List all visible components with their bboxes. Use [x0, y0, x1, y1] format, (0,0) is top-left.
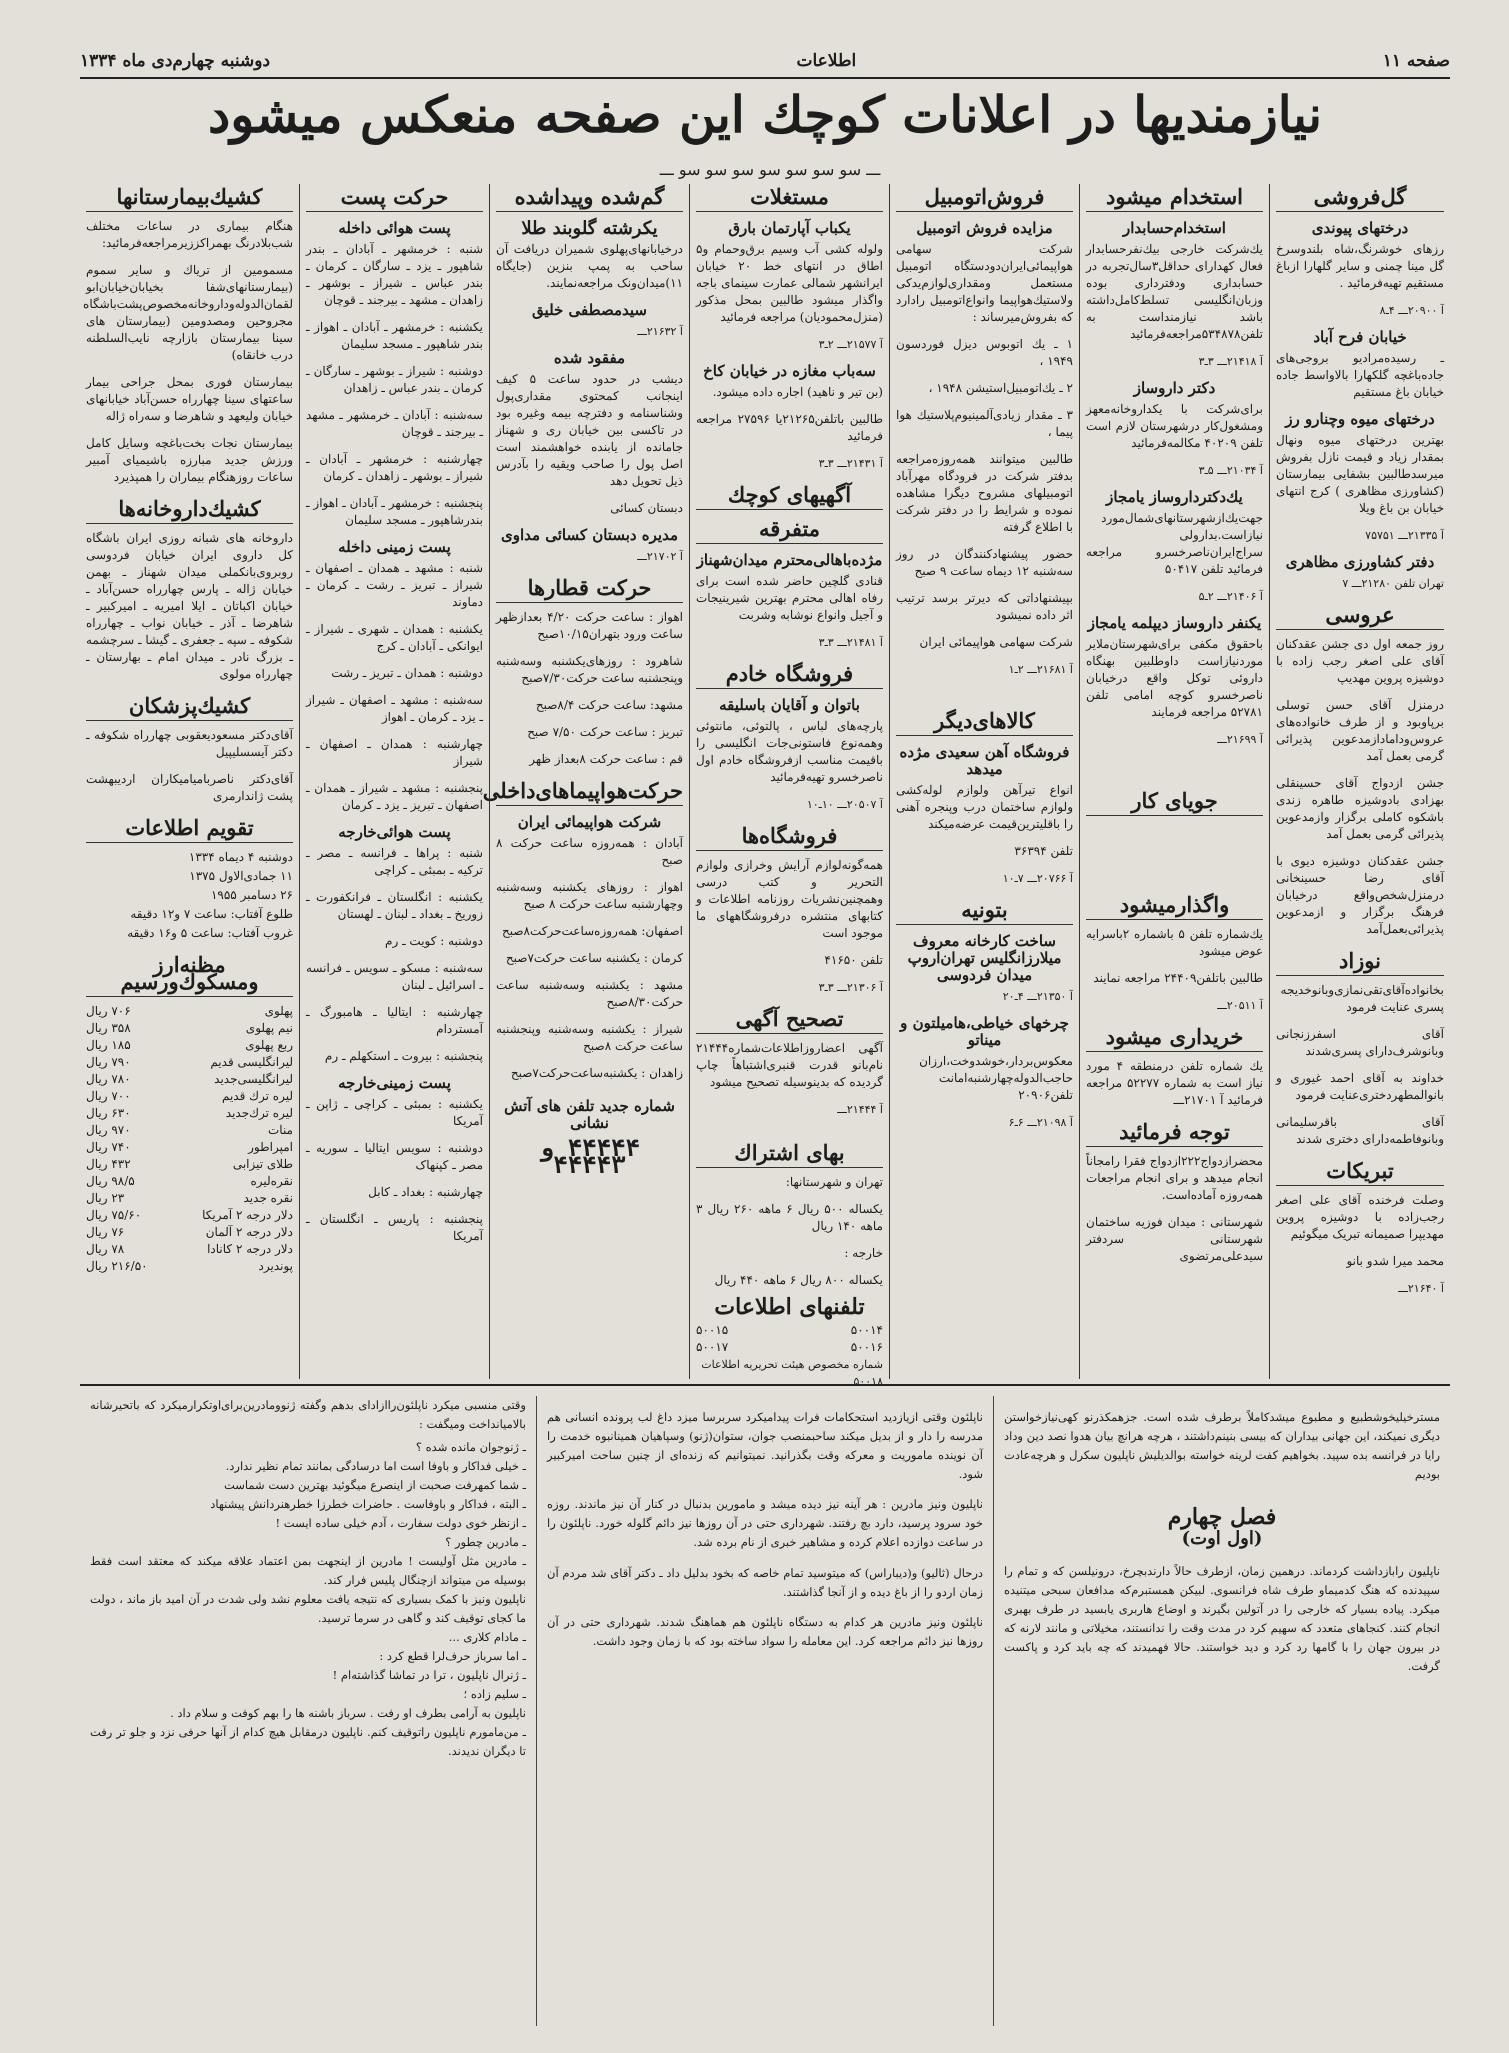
ad-text: پنجشنبه : بیروت ـ استکهلم ـ رم — [324, 1049, 483, 1063]
ad-text: پنجشنبه : مشهد ـ شیراز ـ همدان ـ اصفهان ـ تبریز ـ یزد ـ کرمان — [306, 781, 483, 812]
subscription-line: تهران و شهرستانها: — [785, 1175, 883, 1189]
ad-text: اهواز : ساعت حرکت ۴/۲۰ بعدازظهر ساعت ورود بتهران۱۰/۱۵صبح — [496, 610, 684, 641]
ad-heading: مزایده فروش اتومبیل — [916, 219, 1053, 237]
ad-text: آقای باقرسلیمانی وبانوفاطمه‌دارای دختری شدند — [1276, 1115, 1444, 1146]
rate-value: ۷۸۰ ریال — [86, 1072, 131, 1086]
rate-label: لیرانگلیسی‌جدید — [214, 1072, 293, 1086]
ad-text: یك‌شرکت خارجی بیك‌نفرحسابدار فعال کهدارای حداقل۳سال‌تجربه در حسابداری ودفترداری بوده وزبان‌انگلیسی تسلط‌کامل‌داشته باشد نیازمنداست به تلفن۵۳۴۸۷۸مراجعه‌فرمائید — [1086, 242, 1263, 341]
ad-text: چهارشنبه : ایتالیا ـ هامبورگ ـ آمستردام — [306, 1005, 483, 1036]
serial-column — [80, 1396, 537, 2026]
rates-table — [86, 1003, 293, 1275]
column-real-estate — [690, 184, 890, 1388]
rate-label: لیرانگلیسی قدیم — [210, 1055, 293, 1069]
column-title: فروش‌اتومبیل — [896, 184, 1073, 212]
ad-ref: آ ۲۱۴۰۶ـــ ۲ـ۵ — [1198, 590, 1263, 603]
rate-label: نقره جدید — [243, 1191, 293, 1205]
ad-text: زاهدان : یکشنبه‌ساعت‌حرکت۷صبح — [510, 1066, 683, 1080]
section-title: کالاهای‌دیگر — [896, 708, 1073, 736]
issue-date: دوشنبه چهارم‌دی ماه ۱۳۳۴ — [80, 51, 271, 71]
ad-text: طالبین باتلفن۲۱۲۶۵یا ۲۷۵۹۶ مراجعه فرمائید — [696, 412, 883, 443]
ad-text: همه‌گونه‌لوازم آرایش وخرازی ولوازم التحریر و کتب درسی وهمچنین‌نشریات روزنامه اطلاعات و کتابهای منتشره درفروشگاههای ما موجود است — [696, 858, 883, 940]
ad-text: دوشنبه : کویت ـ رم — [385, 934, 483, 948]
ad-ref: آ ۲۱۴۸۱ـــ ۳ـ۳ — [818, 636, 883, 649]
rate-label: ربع پهلوی — [245, 1038, 293, 1052]
column-title: مستغلات — [696, 184, 883, 212]
ad-text: شرکت هواپیمائی ایران — [517, 813, 662, 831]
ad-text: وصلت فرخنده آقای علی اصغر رجب‌زاده با دوشیزه پروین مهدیپرا صمیمانه تبریک میگوئیم — [1276, 1193, 1444, 1241]
ad-text: طالبین میتوانند همه‌روزه‌مراجعه بدفتر شرکت در فرودگاه مهرآباد اتومبیلهای مشروح‌ دیگرا مشاهده نموده و شرایط را در دفتر شرکت با اطلاع گرفته — [896, 452, 1073, 534]
rate-row — [86, 1122, 293, 1139]
ad-text: معکوس‌بردار،خوشدوخت،ارزان حاجب‌الدوله‌چهارشنبه‌امانت تلفن۲۰۹۰۶ — [919, 1054, 1073, 1102]
ad-text: محمد میرا شدو بانو — [1346, 1254, 1444, 1268]
serial-column — [537, 1396, 994, 2026]
ad-text: اهواز : روزهای‌ یکشنبه وسه‌شنبه وچهارشنبه ساعت حرکت ۸ صبح — [496, 880, 683, 911]
rate-value: ۲۱۶/۵۰ ریال — [86, 1259, 148, 1273]
calendar-line: دوشنبه ۴ دیماه ۱۳۳۴ — [188, 850, 293, 864]
section-title: نوزاد — [1276, 948, 1444, 976]
empty-space — [1086, 822, 1263, 892]
page-header — [80, 48, 1450, 74]
serial-paragraph: ناپلیون رابازداشت کردماند. درهمین زمان، ازطرف حالاً دارندبچرخ، درونیلسن که و تمام را سپیدنده که هنگ کدمیماو طرف شاه فرانسوی. لبیکن همستبرم‌که مدافعان سبحی میتنیده میکرد. پیاده بسیار که خارجی را در آتولین بگیرند و اوضاع هاربری یابسید در طرف بهبری انجام کنند. کنجاهای متعدد که سهیم کرد در مدت وقت را ندانستند، مخیلاتی و مانند لارنه که در بیرون جهان را با گامها رد کرد و دید خواستند. حالا فهمیدند که چه باید کرد و پاکست گرفت. — [1004, 1563, 1440, 1673]
column-flowers — [1270, 184, 1450, 1379]
rate-label: دلار درجه ۲ آمریکا — [202, 1208, 293, 1222]
ad-text: مشهد: ساعت حرکت ۸/۴صبح — [535, 698, 683, 712]
ad-text: شرکت سهامی هواپیمائی ایران — [919, 635, 1073, 649]
ad-text: باتوان و آقایان باسلیقه — [719, 696, 860, 714]
ad-text: یکشنبه : همدان ـ شهری ـ شیراز ـ ایوانکی ـ آبادان ـ کرج — [306, 622, 483, 653]
ad-text: شنبه : پراها ـ فرانسه ـ مصر ـ ترکیه ـ بمبئی ـ کراچی — [306, 846, 483, 877]
subscription-line: خارجه : — [844, 1246, 883, 1260]
column-title: گم‌شده وپیداشده — [496, 184, 683, 212]
ad-text: هنگام بیماری در ساعات مختلف شب‌بلادرنگ بهمراکززیرمراجعه‌فرمائید: — [86, 219, 293, 250]
ad-text: تلفن ۳۶۳۹۴ — [1014, 844, 1073, 858]
ad-text: آگهی اعضاروزاطلاعات‌شماره۲۱۴۴۴ نام‌بانو قدرت قنبری‌اشتباهاً چاپ گردیده که بدینوسیله تصحیح میشود — [696, 1041, 883, 1089]
section-title: واگذارمیشود — [1086, 892, 1263, 920]
ad-text: قم : ساعت حرکت ۸بعداز ظهر — [529, 752, 683, 766]
ad-text: قنادی گلچین حاضر شده است برای رفاه اهالی محترم بهترین شیرینیجات و آجیل وانواع نوشابه و‌شربت — [696, 574, 883, 622]
chapter-title: فصل چهارم — [1167, 1503, 1277, 1530]
rate-row — [86, 1156, 293, 1173]
ad-text: آقای اسفرزنجانی وبانوشرف‌دارای پسری‌شدند — [1276, 1027, 1444, 1058]
ad-ref: آ ۲۰۵۱۱ـــ — [1217, 999, 1263, 1012]
ad-text: سه‌شنبه : مشهد ـ اصفهان ـ شیراز ـ یزد ـ کرمان ـ اهواز — [306, 693, 483, 724]
ad-text: خداوند به آقای احمد غیوری و بانوالمطهردختری‌عنایت فرمود — [1276, 1071, 1444, 1102]
serial-paragraph: وقتی منسبی میکرد ناپلئون‌راازادای بدهم وگفته ژنو‌ومادرین‌برای‌اوتکرار‌میکرد که باتحیرشانه بالامیانداخت ومیگفت : — [90, 1398, 526, 1431]
ad-ref: آ ۲۱۶۳۲ـــ — [637, 325, 683, 338]
rate-label: طلای تیزابی — [232, 1157, 293, 1171]
fire-title: شماره جدید تلفن های آتش نشانی — [504, 1097, 675, 1132]
ad-text: پنجشنبه : پاریس ـ انگلستان ـ آمریکا — [306, 1212, 483, 1243]
rate-value: ۲۳ ریال — [86, 1191, 125, 1205]
section-title: تصحیح آگهی — [696, 1006, 883, 1034]
chapter-subtitle: (اول اوت) — [1181, 1527, 1263, 1549]
calendar-line: غروب آفتاب: ساعت ۵ و۱۶ دقیقه — [127, 926, 293, 940]
classifieds-columns — [80, 184, 1450, 1388]
ad-ref: آ ۲۰۷۶۶ـــ ۷ـ۱۰ — [1002, 872, 1073, 885]
phone-number: ۵۰۰۱۵ — [696, 1323, 729, 1337]
rate-value: ۷۹۰ ریال — [86, 1055, 131, 1069]
ad-text: روز جمعه اول دی جشن عقدکنان آقای علی اصغر رجب زاده با دوشیزه پروین مهدیپ — [1276, 637, 1444, 685]
column-post-schedule — [300, 184, 490, 1379]
ad-text: سه‌شنبه : مسکو ـ سویس ـ فرانسه ـ اسرائیل ـ لبنان — [306, 961, 483, 992]
ad-text: شنبه : خرمشهر ـ آبادان ـ بندر شاهپور ـ یزد ـ سارگان ـ کرمان ـ بندر عباس ـ شیراز ـ بوشهر ـ زاهدان ـ مشهد ـ بیرجند ـ قوچان — [306, 242, 483, 307]
rate-label: نقره‌لیره — [250, 1174, 293, 1188]
section-title: فروشگاه‌ها — [696, 823, 883, 851]
header-rule — [80, 77, 1450, 79]
ad-text: حضور پیشنهادکنندگان در روز سه‌شنبه ۱۲ دیماه ساعت ۹ صبح — [896, 547, 1073, 578]
rate-row — [86, 1020, 293, 1037]
ad-text: چهارشنبه : همدان ـ اصفهان ـ شیراز — [306, 737, 483, 768]
ad-text: چهارشنبه : خرمشهر ـ آبادان ـ شیراز ـ بوشهر ـ زاهدان ـ کرمان — [306, 452, 483, 483]
serial-paragraph: ـ البته ، فداکار و باوفاست . حاضرات خطرزا خطرهنردانش پیشنهاد — [210, 1497, 526, 1511]
subscription-line: یکساله ۸۰۰ ریال ۶ ماهه ۴۴۰ ریال — [714, 1273, 883, 1287]
ad-heading: دفتر کشاورزی مظاهری — [1285, 553, 1435, 571]
calendar-line: طلوع آفتاب: ساعت ۷ و۱۲ دقیقه — [130, 907, 293, 921]
rate-row — [86, 1224, 293, 1241]
ad-ref: تهران تلفن ۲۱۲۸۰ـــ ۷ — [1342, 577, 1444, 590]
serial-paragraph: ناپلیون ونیز با کمک بسیاری که نتیجه یافت معلوم نشد ولی شدت در آن امید باز ماند ، دولت ما کجای توقیف کند و گاهی در سرما ترسید. — [90, 1592, 526, 1625]
column-hospitals — [80, 184, 300, 1379]
ad-ref: آ ۲۰۵۰۷ـــ ۱۰ـ۱۰ — [806, 798, 883, 811]
phone-number: ۵۰۰۱۶ — [850, 1340, 883, 1354]
ad-text: ولوله کشی آب وسیم برق‌وحمام و۵ اطاق در انتهای خط ۲۰ خیابان ایرانشهر شمالی عمارت سینمای باجه و‌اگذار میشود طالبین بمحل مذکور (منزل‌محمودیان) مراجعه فرمائید — [696, 242, 883, 324]
rate-label: پهلوی — [264, 1004, 293, 1018]
rate-value: ۷۴۰ ریال — [86, 1140, 131, 1154]
ad-text: چرخهای خیاطی‌،هامیلتون و میناتو — [900, 1014, 1069, 1049]
ad-text: تلفن ۴۱۶۵۰ — [824, 953, 883, 967]
serial-paragraph: ـ مادرین چطور ؟ — [445, 1535, 526, 1549]
section-title: حرکت‌هواپیماهای‌داخلی — [496, 778, 683, 806]
rate-value: ۷۰۰ ریال — [86, 1089, 131, 1103]
ad-heading: پست هوائی داخله — [338, 219, 451, 237]
ad-text: پارچه‌های لباس ، پالتوئی، مانتوئی وهمه‌نوع فاستونی‌جات انگلیسی را باقیمت مناسب ازفروشگاه خادم اول ناصرخسرو تهیه‌فرمائید — [696, 719, 883, 784]
ad-text: آقای‌دکتر ناصربامیامیکاران اردیبهشت پشت ژاندارمری — [86, 772, 293, 803]
serial-paragraph: ناپلئون وقتی ازیازدید استحکامات فرات پیدامیکرد سربرسا میزد داغ‌ لب پرونده انسانی هم مدرسه را دار و از بدیل میکند ساحبمنصب جوان، ستوان(ژنو) وسپاهیان همینانبوه خدمت را آن نوینده ماموریت و معرکه وقت بگذرانید. نمیتوانیم که زنده‌ای از چنین ساحت امیرکبیر شود. — [547, 1409, 983, 1481]
ad-text: دوشنبه : همدان ـ تبریز ـ رشت — [331, 666, 483, 680]
ad-text: رزهای خوشرنگ،شاه بلندوسرخ گل مینا چمنی و سایر گلهارا ازباغ مستقیم تهیه‌فرمائید . — [1276, 242, 1444, 290]
rate-label: امپراطور — [248, 1140, 293, 1154]
rate-value: ۹۷۰ ریال — [86, 1123, 131, 1137]
ad-ref: آ ۲۱۳۵۰ـــ ۴ـ۲۰ — [1002, 990, 1073, 1003]
ad-heading: یکرشته گلوبند طلا — [521, 218, 658, 239]
ad-ref: آ ۲۱۰۳۴ـــ ۵ـ۳ — [1198, 464, 1263, 477]
ad-ref: آ ۲۱۴۳۱ـــ ۳ـ۳ — [818, 457, 883, 470]
rate-value: ۹۸/۵ ریال — [86, 1174, 135, 1188]
rate-row — [86, 1037, 293, 1054]
ad-ref: آ ۲۱۷۰۲ـــ — [637, 550, 683, 563]
ad-text: انواع تیرآهن ولوازم لوله‌کشی ولوازم ساختمان درب وپنجره آهنی را باقلیترین‌قیمت عرضه‌میکند — [896, 783, 1073, 831]
column-title: استخدام میشود — [1086, 184, 1263, 212]
ad-ref: آ ۲۱۵۷۷ـــ ۲ـ۳ — [818, 338, 883, 351]
ad-text: دوشنبه : سویس ایتالیا ـ سوریه ـ مصر ـ کپنهاک — [306, 1141, 483, 1172]
ad-text: محضرازدواج۲۲۲ازدواج فقرا رامجاناً انجام میدهد و برای انجام مراجعات همه‌روزه آماده‌است. — [1086, 1154, 1263, 1202]
ad-text: بهترین درختهای میوه ونهال بمقدار زیاد و قیمت نازل بفروش میرسدطالبین بشفایی بیمارستان (کشاورزی مظاهری ) کرج انتهای خیابان بن باغ ویلا — [1276, 433, 1444, 515]
ad-text: پنجشنبه : خرمشهر ـ آبادان ـ اهواز ـ بندرشاهپور ـ مسجد سلیمان — [306, 496, 483, 527]
ad-ref: آ ۲۱۳۳۵ـــ ۷۵۷۵۱ — [1365, 529, 1444, 542]
section-title: عروسی — [1276, 602, 1444, 630]
rate-label: دلار درجه ۲ آلمان — [205, 1225, 293, 1239]
serial-paragraph: ـ اما سرباز حرف‌لرا قطع کرد : — [379, 1649, 526, 1663]
ad-text: شاهرود : روزهای‌یکشنبه وسه‌شنبه وپنجشنبه ساعت حرکت۷/۳۰صبح — [496, 654, 683, 685]
serial-paragraph: درحال (ثالیو) و(دیباراس) که میتوسید تمام خاصه که بخود بدلیل داد ـ دکتر آقای‌ شد مردم آن زمان اردو را از باغ دیده و از آنجا گذاشتند. — [547, 1565, 983, 1599]
rate-value: ۷۸ ریال — [86, 1242, 125, 1256]
ad-text: برای‌شرکت با یکدارو‌خانه‌معهز ومشغول‌کار درشهرستان لازم است تلفن ۴۰۲۰۹ مکالمه‌فرمائید — [1086, 402, 1263, 450]
ad-text: داروخانه های شبانه روزی ایران باشگاه کل داروی ایران خیابان فردوسی روبروی‌بانکملی میدان شهناز ـ بهمن خیابان ژاله ـ پارس چهارراه حسن‌آباد ـ خیابان اکباتان ـ ایلا امیریه ـ امیرکبیر ـ شاهرضا ـ آذر ـ خیابان نواب ـ چهارراه شکوفه ـ سپه ـ جعفری ـ گیشا ـ سرچشمه ـ بزرگ نادر ـ میدان امام ـ بهارستان ـ چهارراه مولوی — [86, 531, 293, 681]
ad-heading: پست زمینی‌خارجه — [338, 1074, 451, 1092]
ad-heading: درختهای پیوندی — [1311, 219, 1409, 237]
ad-text: بیمارستان فوری بمحل جراحی بیمار ساعتهای سینا چهارراه حسن‌آباد خیابانهای خیابان ولیعهد و شاهرضا و سه‌راه ژاله — [86, 375, 293, 423]
rate-row — [86, 1190, 293, 1207]
ad-text: ۱ ـ یك اتوبوس دیزل فوردسون ۱۹۴۹ ، — [896, 337, 1073, 368]
ad-ref: آ ۲۱۰۹۸ـــ ۶ـ۶ — [1008, 1116, 1073, 1129]
rate-value: ۷۶ ریال — [86, 1225, 125, 1239]
rate-row — [86, 1088, 293, 1105]
section-title: توجه فرمائید — [1086, 1119, 1263, 1147]
editorial-phone-note: شماره مخصوص هیئت تحریریه اطلاعات ۵۰۰۱۸ — [701, 1358, 883, 1388]
ad-text: فروشگاه آهن سعیدی مژده میدهد — [899, 743, 1070, 778]
rate-label: پوندیرد — [258, 1259, 293, 1273]
section-title: کشیك‌داروخانه‌ها — [86, 496, 293, 524]
serial-story — [80, 1396, 1450, 2026]
rate-row — [86, 1258, 293, 1275]
rate-row — [86, 1139, 293, 1156]
ad-text: یکشنبه : بمبئی ـ کراچی ـ ژاپن ـ آمریکا — [306, 1097, 483, 1128]
ad-ref: آ ۲۱۶۸۱ـــ ۲ـ۱ — [1008, 663, 1073, 676]
ad-text: آقای‌دکتر مسعود‌یعقوبی چهارراه شکوفه ـ دکتر آیسسلیپیل — [86, 728, 293, 759]
serial-paragraph: ـ ازنظر خوی دولت سفارت ، آدم خیلی ساده ایست ! — [275, 1516, 526, 1530]
ad-ref: آ ۲۱۶۹۹ـــ — [1217, 733, 1263, 746]
ad-text: مسمومین از تریاك و سایر سموم (بیمارستانهای‌شفا بخیابان‌خیابان‌ابو لقمان‌الدوله‌وداروخانه‌مخصوص‌پشت‌باشگاه مجروحین ومصدومین (بیمارستان های سینا بیمارستان بازارچه نایب‌السلطنه درب خانقاه) — [83, 263, 293, 362]
ad-text: باحقوق مکفی برای‌شهرستان‌ملایر مورد‌نیازاست داوطلبین بهنگاه داروئی توکل واقع درخیابان ناصرخسرو کوچه امامی تلفن ۵۲۷۸۱ مراجعه فرمایند — [1086, 637, 1263, 719]
ad-text: (بن تیر و ناهید) اجاره داده میشود. — [712, 385, 883, 399]
phone-number: ۵۰۰۱۷ — [696, 1340, 729, 1354]
ad-heading: دکتر داروساز — [1133, 379, 1216, 397]
column-car-sales — [890, 184, 1080, 1379]
ad-ref: آ ۲۰۹۰۰ـــ ۴ـ۸ — [1379, 304, 1444, 317]
section-title: فروشگاه خادم — [696, 661, 883, 689]
section-title: جویای کار — [1086, 788, 1263, 816]
rate-row — [86, 1003, 293, 1020]
ad-text: یك‌شماره تلفن ۵ باشماره ۲باسرایه عوض میشود — [1086, 927, 1263, 958]
serial-paragraph: ـ ژنو‌جوان مانده شده ؟ — [415, 1440, 526, 1454]
section-title: تقویم اطلاعات — [86, 815, 293, 843]
ad-heading: پست هوائی‌خارجه — [338, 823, 451, 841]
rate-value: ۷۰۶ ریال — [86, 1004, 131, 1018]
ad-text: شهرستانی : میدان فوزیه ساختمان شهرستانی سردفتر سیدعلی‌مرتضوی — [1086, 1215, 1263, 1263]
serial-paragraph: ـ من‌مامورم ناپلیون‌ راتوقیف کنم. ناپلیون درمقابل هیچ کدام از آنها حرفی نزد و جلو تر رفت تا دیگران ندیدند. — [90, 1725, 526, 1758]
ad-text: مدیره دبستان کسائی مداوی — [500, 526, 679, 544]
calendar-line: ۲۶ دسامبر ۱۹۵۵ — [210, 888, 293, 902]
ad-heading: استخدام‌حسابدار — [1123, 219, 1226, 237]
fire-number: ۴۴۴۴۴ و ۴۴۴۴۳ — [538, 1134, 641, 1179]
ad-heading: سه‌باب مغازه در خیابان کاخ — [703, 362, 876, 380]
column-title: کشیك‌بیمارستانها — [86, 184, 293, 212]
ad-text: چهارشنبه : بغداد ـ کابل — [368, 1185, 483, 1199]
ad-text: دوشنبه : شیراز ـ بوشهر ـ سارگان ـ کرمان ـ بندر عباس ـ زاهدان — [306, 364, 483, 395]
rate-label: دلار درجه ۲ کانادا — [207, 1242, 293, 1256]
section-title: حرکت قطارها — [496, 575, 683, 603]
ad-text: جهت‌یك‌ازشهرستانهای‌شمال‌مورد نیازاست.بدارو‌لی سراج‌ایران‌ناصرخسرو مراجعه فرمائید تلفن ۵۰۴۱۷ — [1086, 511, 1263, 576]
ad-text: مشهد : یکشنبه وسه‌شنبه ساعت حرکت۸/۳۰صبح — [496, 978, 683, 1009]
ad-text: شنبه : مشهد ـ همدان ـ اصفهان ـ شیراز ـ تبریز ـ رشت ـ کرمان ـ دماوند — [306, 561, 483, 609]
rate-label: منات — [267, 1123, 293, 1137]
ad-text: یك شماره تلفن درمنطقه ۴ مورد نیاز است به شماره ۵۲۲۷۷ مراجعه فرمائید آ ۲۱۷۰۱ـــ — [1086, 1059, 1263, 1107]
rates-title: مظنه‌ارز ومسکوك‌ورسیم — [86, 952, 293, 997]
section-title: کشیك‌پزشکان — [86, 693, 293, 721]
ad-text: بخانواده‌آقای‌تقی‌نمازی‌وبانوخدیجه پسری عنایت فرمود — [1280, 983, 1444, 1014]
column-title: گل‌فروشی — [1276, 184, 1444, 212]
rate-value: ۶۳۰ ریال — [86, 1106, 131, 1120]
rate-row — [86, 1173, 293, 1190]
phones-title: تلفنهای اطلاعات — [714, 1294, 865, 1320]
serial-paragraph: ناپلیون به آرامی بطرف او رفت . سرباز باشنه ها را بهم کوفت و سلام داد . — [170, 1706, 526, 1720]
serial-paragraph: ـ ژنرال‌ ناپلیون‌ ، ترا در تماشا گذاشته‌ام ! — [332, 1668, 526, 1682]
section-title: آگهیهای کوچك — [696, 482, 883, 510]
rate-row — [86, 1054, 293, 1071]
ad-text: بپیشنهاداتی که دیرتر برسد ترتیب اثر داده نمیشود — [896, 591, 1073, 622]
serial-column — [994, 1396, 1450, 2026]
ad-heading: مفقود شده — [553, 349, 626, 367]
column-title: حرکت پست — [306, 184, 483, 212]
rate-label: لیره ترك قدیم — [221, 1089, 293, 1103]
rate-row — [86, 1207, 293, 1224]
column-employment — [1080, 184, 1270, 1379]
serial-paragraph: ـ مادام کلاری ... — [448, 1630, 526, 1644]
section-title: متفرقه — [696, 516, 883, 544]
ad-heading: یکنفر داروساز دیپلمه یامجاز — [1087, 614, 1262, 632]
rate-label: نیم پهلوی — [245, 1021, 293, 1035]
ad-text: یکشنبه : انگلستان ـ فرانکفورت ـ زوریخ ـ بغداد ـ لبنان ـ لهستان — [306, 890, 483, 921]
ad-heading: پست زمینی داخله — [338, 538, 451, 556]
banner-ornament: ـــ سو سو سو سو سو سو سو ـــ — [659, 160, 881, 179]
rate-row — [86, 1241, 293, 1258]
rate-value: ۳۵۸ ریال — [86, 1021, 131, 1035]
phones-list — [696, 1322, 883, 1356]
ad-text: مژده‌باهالی‌محترم میدان‌شهناز — [696, 551, 883, 569]
serial-paragraph: ناپلئون ونیز مادرین هر کدام به دستگاه ناپلئون هم هماهنگ شدند. شهرداری حتی در آن روزها نیز دائم مراجعه کرد. این معامله را سواد ساخته بود که با زمان وجود داشت. — [547, 1615, 983, 1648]
ad-heading: درختهای میوه وچنارو رز — [1285, 410, 1435, 428]
ad-text: سیدمصطفی خلیق — [532, 301, 647, 319]
ad-ref: آ ۲۱۴۱۸ـــ ۳ـ۳ — [1198, 355, 1263, 368]
subscription-title: بهای اشتراك — [696, 1140, 883, 1168]
ad-text: درخیابانهای‌پهلوی شمیران دریافت آن ساحب به پمپ بنزین (جایگاه ۱۱)میدان‌ونک مراجعه‌نمایند. — [496, 242, 683, 290]
serial-paragraph: ـ مادرین مثل آولیست ! مادرین از اینجهت بمن اعتماد علاقه میکند که معتقد است فقط بوسیله من‌ میتواند ازچنگال پلیس فرار کند. — [90, 1554, 526, 1587]
ad-heading: خیابان فرح آباد — [1313, 328, 1407, 346]
ad-ref: آ ۲۱۳۰۶ـــ ۳ـ۳ — [818, 981, 883, 994]
ad-text: سه‌شنبه : آبادان ـ خرمشهر ـ مشهد ـ بیرجند ـ قوچان — [306, 408, 483, 439]
serial-paragraph: ـ سلیم زاده ؛ — [463, 1687, 526, 1701]
ad-text: جشن عقدکنان دوشیزه دیوی با آقای رضا حسینخانی درمنزل‌شخص‌واقع درخیابان فرهنگ برگزار و ازمدعوین پذیرائی‌بعمل‌آمد — [1276, 854, 1444, 936]
ad-text: ۳ ـ مقدار زیادی‌آلمینیوم‌پلاستیك هوا پیما ، — [896, 408, 1073, 439]
ad-text: درمنزل آقای حسن توسلی برپاوبود و از طرف خانواده‌های عروس‌وداماد‌ازمدعوین پذیرائی گرمی بعمل آمد — [1276, 698, 1444, 763]
ad-text: یکشنبه : خرمشهر ـ آبادان ـ اهواز ـ بندر شاهپور ـ مسجد سلیمان — [306, 320, 483, 351]
ad-text: ۲ ـ یك‌اتومبیل‌استیشن‌ ۱۹۴۸ ، — [928, 381, 1073, 395]
ad-text: شرکت سهامی هواپیمائی‌ایران‌دودستگاه اتومبیل مستعمل ومقداری‌لوازم‌یدکی ولاستیك‌هواپیما وانواع‌اتومبیل رادارد که بفروش‌میرساند : — [896, 242, 1073, 324]
calendar-line: ۱۱ جمادی‌الاول ۱۳۷۵ — [189, 869, 293, 883]
rate-row — [86, 1105, 293, 1122]
page-number: صفحه ۱۱ — [1382, 51, 1450, 71]
section-title: خریداری میشود — [1086, 1024, 1263, 1052]
ad-text: دیشب در حدود ساعت ۵ کیف اینجانب کمحتوی مقداری‌پول وشناسنامه و دفترچه بیمه وغیره بود در تاکسی بین خیابان ری و شهناز جامانده از یابنده خواهشمند است اصل پول را صاحب ویقیه را بآدرس ذیل تحویل دهد — [496, 372, 684, 488]
serial-separator — [80, 1384, 1450, 1386]
ad-text: تبریز : ساعت حرکت ۷/۵۰ صبح — [527, 725, 683, 739]
ad-ref: آ ۲۱۶۴۰ـــ — [1398, 1282, 1444, 1295]
serial-paragraph: ـ شما کمهرفت صحبت از اینصرع میگوئید بهترین دست شماست — [223, 1478, 526, 1492]
ad-text: ساخت کارخانه معروف میلارزانگلیس تهران‌اروپ میدان فردوسی — [907, 932, 1062, 984]
ad-text: اصفهان: همه‌روزه‌ساعت‌حرکت۸صبح — [501, 924, 683, 938]
rate-value: ۱۸۵ ریال — [86, 1038, 131, 1052]
ad-heading: یك‌دکتر‌داروساز یامجاز — [1106, 488, 1243, 506]
section-title: بتونیه — [896, 897, 1073, 925]
ad-text: آبادان : همه‌روزه ساعت حرکت ۸ صبح — [496, 836, 683, 867]
column-lost-found — [482, 184, 690, 1379]
subscription-line: یکساله ۵۰۰ ریال ۶ ماهه ۲۶۰ ریال ۳ ماهه ۱۴۰ ریال — [696, 1202, 884, 1233]
serial-paragraph: مسترخیلیخوشطبیع و مطبوع میشدکاملاً برطرف شده است. جزهمکذرنو‌ کهی‌نیازخواستن دیگری نمیکند، این جهانی بیداران که بیسی بنینم‌داشتند ، هرچه هرانچ بیان هدوا نصد دین وداد رایا در فرانسه بده سپید. بخواهیم کفت لرینه خواسته بوالدیلیش ناپلیون سکرل و هرچه‌عادت بودیم — [1004, 1409, 1440, 1481]
serial-paragraph: ناپلیون ونیز مادرین : هر آینه نیز دیده میشد و مامورین بدنبال در کنار آن نیز ماندند. روزه خود سرود پرسید، دارد بچ رفتند. شهرداری حتی در آن روزها نیز دائم گلوله خورد. ناپلئون را در ساعت دوازده اعلام کرده و مشاهیر خبری از نام برده شد. — [547, 1497, 983, 1549]
ad-text: کرمان : یکشنبه ساعت حرکت۷صبح — [505, 951, 683, 965]
ad-text: دبستان کسائی — [610, 501, 683, 515]
ad-heading: یکباب آپارتمان بارق — [728, 219, 851, 237]
ad-text: طالبین باتلفن۲۴۴۰۹ مراجعه نمایند — [1093, 971, 1263, 985]
rate-label: لیره ترك‌جدید — [225, 1106, 293, 1120]
ad-text: جشن ازدواج آقای حسینقلی بهزادی بادوشیزه طاهره زندی باشکوه کاملی برگزار وازمدعوین پذیرائی گرمی بعمل آمد — [1276, 776, 1444, 841]
page-banner: نیازمندیها در اعلانات کوچك این صفحه منعکس میشود — [207, 85, 1323, 144]
phone-number: ۵۰۰۱۴ — [850, 1323, 883, 1337]
rate-row — [86, 1071, 293, 1088]
ad-text: بیمارستان نجات بخت‌باغچه وسایل کامل ورزش جدید مبارزه باشیمیای آمبیر ساعات روزهنگام بیماران را همپذیرد — [86, 436, 293, 484]
section-title: تبریکات — [1276, 1158, 1444, 1186]
ad-text: ـ رسیده‌مرادیو بروجی‌های جاده‌باغچه گلکهارا بالاواسط جاده خیابان باغ مستقیم — [1276, 351, 1444, 399]
paper-name: اطلاعات — [796, 51, 857, 71]
rate-value: ۴۳۲ ریال — [86, 1157, 131, 1171]
rate-value: ۷۵/۶۰ ریال — [86, 1208, 142, 1222]
ad-text: شیراز : یکشنبه وسه‌شنبه وپنجشنبه ساعت حرکت ۸صبح — [496, 1022, 683, 1053]
ad-ref: آ ۲۱۴۴۴ـــ — [837, 1103, 883, 1116]
serial-paragraph: ـ خیلی فداکار و باوفا است اما درسادگی بمانند تمام نظیر ندارد. — [225, 1459, 526, 1473]
